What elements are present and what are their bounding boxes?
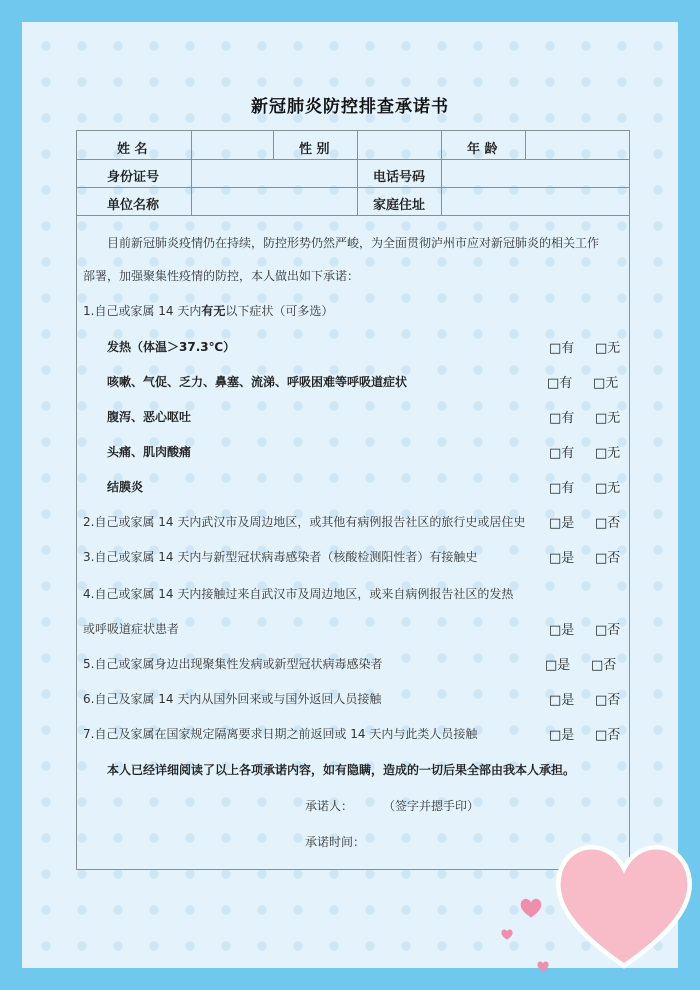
question-7: 7.自己及家属在国家规定隔离要求日期之前返回或 14 天内与此类人员接触: [83, 727, 478, 741]
q3-yes-checkbox[interactable]: □是: [549, 551, 575, 566]
id-number-label: 身份证号: [107, 170, 160, 185]
age-label: 年 龄: [467, 142, 498, 157]
divider: [441, 131, 442, 215]
q3-no-checkbox[interactable]: □否: [595, 551, 621, 566]
page-title: 新冠肺炎防控排查承诺书: [251, 97, 449, 117]
signer-label: 承诺人：: [305, 799, 354, 813]
question-1-suffix: 以下症状（可多选）: [225, 304, 334, 318]
gender-label: 性 别: [299, 142, 330, 157]
divider: [273, 131, 274, 159]
question-5: 5.自己或家属身边出现聚集性发病或新型冠状病毒感染者: [83, 657, 383, 671]
digestive-no-checkbox[interactable]: □无: [595, 411, 621, 426]
question-4: 4.自己或家属 14 天内接触过来自武汉市及周边地区，或来自病例报告社区的发热: [83, 587, 514, 601]
headache-yes-checkbox[interactable]: □有: [549, 446, 575, 461]
intro-text: 目前新冠肺炎疫情仍在持续，防控形势仍然严峻，为全面贯彻泸州市应对新冠肺炎的相关工作: [107, 236, 600, 250]
headache-no-checkbox[interactable]: □无: [595, 446, 621, 461]
q5-yes-checkbox[interactable]: □是: [545, 658, 571, 673]
question-6: 6.自己及家属 14 天内从国外回来或与国外返回人员接触: [83, 692, 382, 706]
question-1-prefix: 1.自己或家属 14 天内: [83, 304, 202, 318]
question-4-continued: 或呼吸道症状患者: [83, 622, 180, 636]
small-heart-icon: [518, 896, 544, 920]
symptom-respiratory: 咳嗽、气促、乏力、鼻塞、流涕、呼吸困难等呼吸道症状: [107, 375, 408, 389]
phone-label: 电话号码: [373, 170, 426, 185]
work-unit-label: 单位名称: [107, 198, 160, 213]
tiny-heart-icon: [536, 960, 550, 973]
q5-no-checkbox[interactable]: □否: [591, 658, 617, 673]
question-1-emphasis: 有无: [201, 304, 226, 318]
q7-yes-checkbox[interactable]: □是: [549, 728, 575, 743]
name-label: 姓 名: [117, 142, 148, 157]
tiny-heart-icon: [500, 928, 514, 941]
intro-text: 部署，加强聚集性疫情的防控，本人做出如下承诺：: [83, 269, 360, 283]
respiratory-yes-checkbox[interactable]: □有: [547, 376, 573, 391]
q4-yes-checkbox[interactable]: □是: [549, 623, 575, 638]
digestive-yes-checkbox[interactable]: □有: [549, 411, 575, 426]
divider: [357, 131, 358, 215]
q4-no-checkbox[interactable]: □否: [595, 623, 621, 638]
question-3: 3.自己或家属 14 天内与新型冠状病毒感染者（核酸检测阳性者）有接触史: [83, 550, 478, 564]
declaration-text: 本人已经详细阅读了以上各项承诺内容，如有隐瞒，造成的一切后果全部由我本人承担。: [107, 763, 576, 777]
divider: [525, 131, 526, 159]
symptom-conjunctivitis: 结膜炎: [107, 480, 144, 494]
large-heart-icon: [548, 826, 700, 978]
symptom-fever: 发热（体温＞37.3℃）: [107, 340, 236, 354]
conjunctivitis-no-checkbox[interactable]: □无: [595, 481, 621, 496]
signer-hint: （签字并摁手印）: [383, 799, 480, 813]
question-2: 2.自己或家属 14 天内武汉市及周边地区，或其他有病例报告社区的旅行史或居住史: [83, 515, 526, 529]
fever-no-checkbox[interactable]: □无: [595, 341, 621, 356]
commitment-form: [76, 130, 630, 870]
date-label: 承诺时间：: [305, 835, 366, 849]
divider: [77, 159, 629, 160]
fever-yes-checkbox[interactable]: □有: [549, 341, 575, 356]
divider: [77, 187, 629, 188]
q2-no-checkbox[interactable]: □否: [595, 516, 621, 531]
divider: [77, 215, 629, 216]
q6-no-checkbox[interactable]: □否: [595, 693, 621, 708]
symptom-digestive: 腹泻、恶心呕吐: [107, 410, 192, 424]
conjunctivitis-yes-checkbox[interactable]: □有: [549, 481, 575, 496]
q7-no-checkbox[interactable]: □否: [595, 728, 621, 743]
question-1: [83, 302, 333, 319]
q6-yes-checkbox[interactable]: □是: [549, 693, 575, 708]
divider: [191, 131, 192, 215]
q2-yes-checkbox[interactable]: □是: [549, 516, 575, 531]
symptom-headache: 头痛、肌肉酸痛: [107, 445, 192, 459]
respiratory-no-checkbox[interactable]: □无: [593, 376, 619, 391]
home-address-label: 家庭住址: [373, 198, 426, 213]
